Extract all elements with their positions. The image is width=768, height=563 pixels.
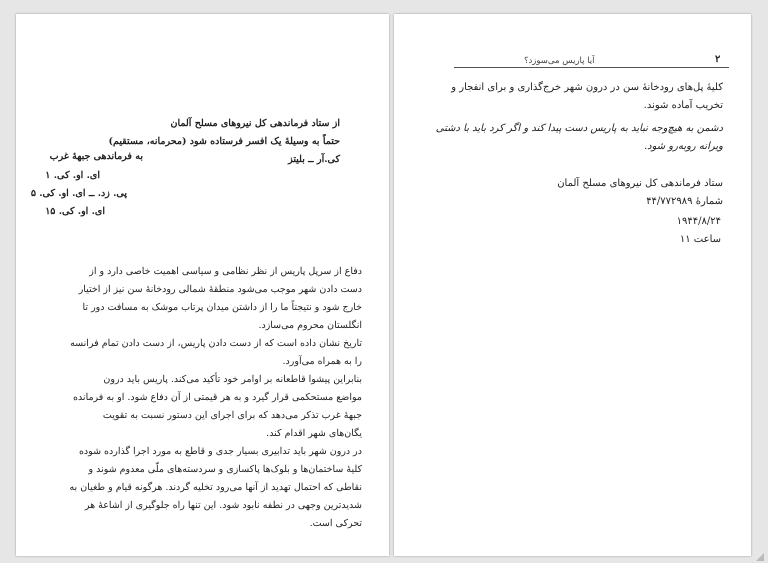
header-rule [454, 67, 729, 68]
body-line: تحرکی است. [309, 518, 362, 529]
right-page [394, 14, 751, 556]
body-line: جبههٔ غرب تذکر می‌دهد که برای اجرای این دستور نسبت به تقویت [102, 410, 362, 421]
left-page [16, 14, 389, 556]
body-line: انگلستان محروم می‌سازد. [258, 320, 362, 331]
document-time: ساعت ۱۱ [679, 234, 721, 245]
page-number: ۲ [715, 54, 721, 65]
recipient-3: ای. او. کی. ۱۵ [45, 206, 105, 217]
body-line: بنابراین پیشوا قاطعانه بر اوامر خود تأکید می‌کند. پاریس باید درون [103, 374, 362, 385]
body-line: دست دادن شهر موجب می‌شود منطقهٔ شمالی رودخانهٔ سن نیز از اختیار [78, 284, 362, 295]
body-line: تاریخ نشان داده است که از دست دادن پاریس، از دست دادن تمام فرانسه [70, 338, 362, 349]
paragraph-line: دشمن به هیچ‌وجه نباید به پاریس دست پیدا کند و اگر کرد باید با دشتی [435, 123, 723, 134]
body-line: نقاطی که احتمال تهدید از آنها می‌رود تخلیه گردند. هرگونه قیام و طغیان به [69, 482, 362, 493]
to-line: به فرماندهی جبههٔ غرب [49, 151, 143, 162]
body-line: یگان‌های شهر اقدام کند. [266, 428, 362, 439]
paragraph-line: تخریب آماده شوند. [643, 100, 723, 111]
paragraph-line: کلیهٔ پل‌های رودخانهٔ سن در درون شهر خرج‌گذاری و برای انفجار و [451, 82, 723, 93]
delivery-line: حتماً به وسیلهٔ یک افسر فرستاده شود (محرمانه، مستقیم) [108, 136, 340, 147]
body-line: را به همراه می‌آورد. [282, 356, 362, 367]
body-line: شدیدترین وجهی در نطفه نابود شود. این تنها راه جلوگیری از اشاعهٔ هر [84, 500, 362, 511]
body-line: کلیهٔ ساختمان‌ها و بلوک‌ها پاکسازی و سردسته‌های ملّی معدوم شوند و [88, 464, 362, 475]
recipient-1: ای. او. کی. ۱ [45, 170, 100, 181]
recipient-2: پی. زد. ــ ای. او. کی. ۵ [30, 188, 127, 199]
running-title: آیا پاریس می‌سوزد؟ [524, 56, 595, 66]
document-date: ۱۹۴۴/۸/۲۴ [676, 216, 721, 227]
body-line: مواضع مستحکمی قرار گیرد و به هر قیمتی از آن دفاع شود. او به فرمانده [72, 392, 362, 403]
signature: ستاد فرماندهی کل نیروهای مسلح آلمان [557, 178, 723, 189]
document-number: شمارهٔ ۴۴/۷۷۲۹۸۹ [646, 196, 723, 207]
paragraph-line: ویرانه روبه‌رو شود. [643, 141, 723, 152]
body-line: در درون شهر باید تدابیری بسیار جدی و قاطع به مورد اجرا گذارده شوده [78, 446, 362, 457]
body-line: دفاع از سرپل پاریس از نظر نظامی و سیاسی اهمیت خاصی دارد و از [89, 266, 362, 277]
body-line: خارج شود و نتیجتاً ما را از داشتن میدان پرتاب موشک به مسافت دور تا [82, 302, 362, 313]
message-code: کی.آر ــ بلیتز [288, 154, 340, 165]
resize-grip-icon[interactable] [756, 553, 764, 561]
from-line: از ستاد فرماندهی کل نیروهای مسلح آلمان [170, 118, 340, 129]
